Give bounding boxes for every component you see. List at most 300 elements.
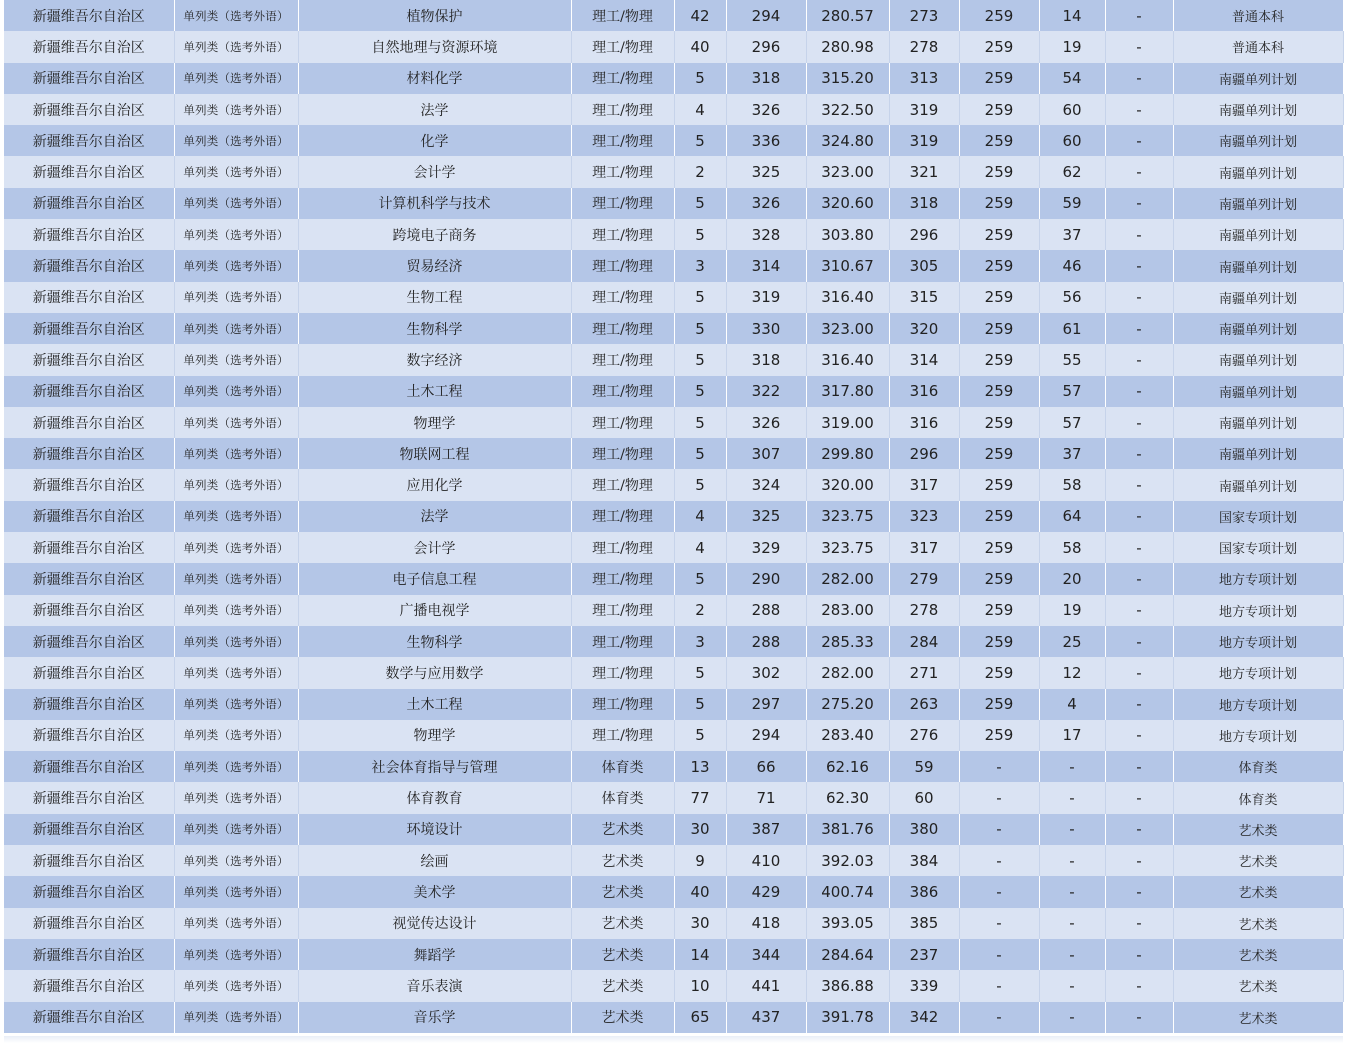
avg-score-cell: 283.40 (806, 720, 889, 751)
min-score-cell: 319 (889, 125, 959, 156)
min-score-cell: 313 (889, 63, 959, 94)
min-score-cell: 273 (889, 0, 959, 31)
major-cell: 土木工程 (298, 689, 571, 720)
score-diff-cell: 60 (1039, 125, 1105, 156)
table-row (4, 720, 1343, 751)
subject-cell: 理工/物理 (571, 469, 674, 500)
max-score-cell: 307 (726, 438, 806, 469)
province-cell: 新疆维吾尔自治区 (4, 720, 174, 751)
subject-cell: 理工/物理 (571, 94, 674, 125)
min-score-cell: 263 (889, 689, 959, 720)
category-cell: 单列类（选考外语） (174, 0, 298, 31)
rank-cell: - (1105, 532, 1173, 563)
category-cell: 单列类（选考外语） (174, 376, 298, 407)
control-line-cell: - (959, 908, 1039, 939)
control-line-cell: - (959, 782, 1039, 813)
avg-score-cell: 400.74 (806, 876, 889, 907)
major-cell: 化学 (298, 125, 571, 156)
avg-score-cell: 317.80 (806, 376, 889, 407)
score-diff-cell: - (1039, 908, 1105, 939)
subject-cell: 艺术类 (571, 845, 674, 876)
min-score-cell: 314 (889, 344, 959, 375)
province-cell: 新疆维吾尔自治区 (4, 595, 174, 626)
table-row (4, 156, 1343, 187)
control-line-cell: 259 (959, 282, 1039, 313)
province-cell: 新疆维吾尔自治区 (4, 407, 174, 438)
score-diff-cell: 14 (1039, 0, 1105, 31)
plan-type-cell: 南疆单列计划 (1173, 438, 1343, 469)
min-score-cell: 320 (889, 313, 959, 344)
avg-score-cell: 323.75 (806, 501, 889, 532)
enrollment-count-cell: 4 (674, 501, 726, 532)
province-cell: 新疆维吾尔自治区 (4, 908, 174, 939)
subject-cell: 理工/物理 (571, 282, 674, 313)
table-row (4, 657, 1343, 688)
category-cell: 单列类（选考外语） (174, 782, 298, 813)
table-row (4, 344, 1343, 375)
avg-score-cell: 280.57 (806, 0, 889, 31)
max-score-cell: 344 (726, 939, 806, 970)
score-diff-cell: - (1039, 939, 1105, 970)
table-bottom-edge (4, 1036, 1343, 1043)
plan-type-cell: 南疆单列计划 (1173, 250, 1343, 281)
score-diff-cell: 60 (1039, 94, 1105, 125)
max-score-cell: 318 (726, 344, 806, 375)
table-row (4, 31, 1343, 62)
subject-cell: 艺术类 (571, 1002, 674, 1033)
rank-cell: - (1105, 1002, 1173, 1033)
avg-score-cell: 275.20 (806, 689, 889, 720)
province-cell: 新疆维吾尔自治区 (4, 939, 174, 970)
control-line-cell: - (959, 876, 1039, 907)
province-cell: 新疆维吾尔自治区 (4, 219, 174, 250)
avg-score-cell: 280.98 (806, 31, 889, 62)
min-score-cell: 237 (889, 939, 959, 970)
major-cell: 应用化学 (298, 469, 571, 500)
min-score-cell: 339 (889, 970, 959, 1001)
enrollment-count-cell: 5 (674, 344, 726, 375)
enrollment-count-cell: 5 (674, 689, 726, 720)
rank-cell: - (1105, 313, 1173, 344)
max-score-cell: 441 (726, 970, 806, 1001)
max-score-cell: 410 (726, 845, 806, 876)
max-score-cell: 329 (726, 532, 806, 563)
table-row (4, 407, 1343, 438)
major-cell: 社会体育指导与管理 (298, 751, 571, 782)
plan-type-cell: 地方专项计划 (1173, 595, 1343, 626)
score-diff-cell: 12 (1039, 657, 1105, 688)
score-diff-cell: - (1039, 970, 1105, 1001)
enrollment-count-cell: 2 (674, 595, 726, 626)
subject-cell: 理工/物理 (571, 125, 674, 156)
major-cell: 植物保护 (298, 0, 571, 31)
major-cell: 体育教育 (298, 782, 571, 813)
category-cell: 单列类（选考外语） (174, 31, 298, 62)
province-cell: 新疆维吾尔自治区 (4, 689, 174, 720)
avg-score-cell: 320.60 (806, 188, 889, 219)
rank-cell: - (1105, 250, 1173, 281)
subject-cell: 理工/物理 (571, 720, 674, 751)
major-cell: 音乐学 (298, 1002, 571, 1033)
table-row (4, 908, 1343, 939)
avg-score-cell: 323.75 (806, 532, 889, 563)
enrollment-count-cell: 77 (674, 782, 726, 813)
province-cell: 新疆维吾尔自治区 (4, 250, 174, 281)
category-cell: 单列类（选考外语） (174, 63, 298, 94)
category-cell: 单列类（选考外语） (174, 970, 298, 1001)
control-line-cell: 259 (959, 657, 1039, 688)
subject-cell: 理工/物理 (571, 501, 674, 532)
max-score-cell: 297 (726, 689, 806, 720)
rank-cell: - (1105, 939, 1173, 970)
score-diff-cell: 55 (1039, 344, 1105, 375)
score-diff-cell: 59 (1039, 188, 1105, 219)
max-score-cell: 294 (726, 720, 806, 751)
major-cell: 电子信息工程 (298, 563, 571, 594)
enrollment-count-cell: 30 (674, 814, 726, 845)
avg-score-cell: 393.05 (806, 908, 889, 939)
control-line-cell: 259 (959, 563, 1039, 594)
table-row (4, 94, 1343, 125)
min-score-cell: 315 (889, 282, 959, 313)
rank-cell: - (1105, 188, 1173, 219)
max-score-cell: 325 (726, 156, 806, 187)
province-cell: 新疆维吾尔自治区 (4, 876, 174, 907)
enrollment-count-cell: 5 (674, 657, 726, 688)
plan-type-cell: 艺术类 (1173, 939, 1343, 970)
enrollment-count-cell: 5 (674, 125, 726, 156)
plan-type-cell: 艺术类 (1173, 845, 1343, 876)
rank-cell: - (1105, 438, 1173, 469)
subject-cell: 艺术类 (571, 908, 674, 939)
max-score-cell: 330 (726, 313, 806, 344)
rank-cell: - (1105, 689, 1173, 720)
plan-type-cell: 南疆单列计划 (1173, 188, 1343, 219)
min-score-cell: 60 (889, 782, 959, 813)
plan-type-cell: 艺术类 (1173, 970, 1343, 1001)
plan-type-cell: 南疆单列计划 (1173, 94, 1343, 125)
table-row (4, 125, 1343, 156)
plan-type-cell: 艺术类 (1173, 1002, 1343, 1033)
avg-score-cell: 285.33 (806, 626, 889, 657)
plan-type-cell: 南疆单列计划 (1173, 344, 1343, 375)
enrollment-count-cell: 5 (674, 438, 726, 469)
max-score-cell: 288 (726, 595, 806, 626)
major-cell: 材料化学 (298, 63, 571, 94)
plan-type-cell: 艺术类 (1173, 876, 1343, 907)
category-cell: 单列类（选考外语） (174, 344, 298, 375)
major-cell: 舞蹈学 (298, 939, 571, 970)
province-cell: 新疆维吾尔自治区 (4, 1002, 174, 1033)
table-row (4, 438, 1343, 469)
avg-score-cell: 316.40 (806, 282, 889, 313)
rank-cell: - (1105, 125, 1173, 156)
table-row (4, 1002, 1343, 1033)
max-score-cell: 437 (726, 1002, 806, 1033)
enrollment-count-cell: 10 (674, 970, 726, 1001)
max-score-cell: 314 (726, 250, 806, 281)
enrollment-count-cell: 5 (674, 219, 726, 250)
enrollment-count-cell: 40 (674, 876, 726, 907)
avg-score-cell: 319.00 (806, 407, 889, 438)
min-score-cell: 271 (889, 657, 959, 688)
subject-cell: 理工/物理 (571, 532, 674, 563)
table-row (4, 313, 1343, 344)
max-score-cell: 326 (726, 188, 806, 219)
avg-score-cell: 323.00 (806, 313, 889, 344)
avg-score-cell: 320.00 (806, 469, 889, 500)
avg-score-cell: 392.03 (806, 845, 889, 876)
subject-cell: 理工/物理 (571, 313, 674, 344)
control-line-cell: - (959, 845, 1039, 876)
control-line-cell: 259 (959, 219, 1039, 250)
score-diff-cell: 57 (1039, 376, 1105, 407)
plan-type-cell: 地方专项计划 (1173, 720, 1343, 751)
plan-type-cell: 南疆单列计划 (1173, 125, 1343, 156)
major-cell: 物理学 (298, 407, 571, 438)
min-score-cell: 323 (889, 501, 959, 532)
rank-cell: - (1105, 94, 1173, 125)
max-score-cell: 328 (726, 219, 806, 250)
plan-type-cell: 艺术类 (1173, 814, 1343, 845)
score-diff-cell: 25 (1039, 626, 1105, 657)
avg-score-cell: 386.88 (806, 970, 889, 1001)
control-line-cell: 259 (959, 0, 1039, 31)
table-row (4, 626, 1343, 657)
min-score-cell: 384 (889, 845, 959, 876)
enrollment-count-cell: 5 (674, 469, 726, 500)
table-row (4, 689, 1343, 720)
control-line-cell: 259 (959, 720, 1039, 751)
enrollment-count-cell: 5 (674, 563, 726, 594)
subject-cell: 理工/物理 (571, 188, 674, 219)
enrollment-count-cell: 14 (674, 939, 726, 970)
subject-cell: 理工/物理 (571, 63, 674, 94)
province-cell: 新疆维吾尔自治区 (4, 751, 174, 782)
subject-cell: 理工/物理 (571, 219, 674, 250)
subject-cell: 体育类 (571, 751, 674, 782)
enrollment-count-cell: 42 (674, 0, 726, 31)
category-cell: 单列类（选考外语） (174, 438, 298, 469)
rank-cell: - (1105, 595, 1173, 626)
max-score-cell: 418 (726, 908, 806, 939)
category-cell: 单列类（选考外语） (174, 908, 298, 939)
table-row (4, 250, 1343, 281)
province-cell: 新疆维吾尔自治区 (4, 282, 174, 313)
enrollment-count-cell: 5 (674, 282, 726, 313)
enrollment-count-cell: 40 (674, 31, 726, 62)
min-score-cell: 321 (889, 156, 959, 187)
enrollment-count-cell: 9 (674, 845, 726, 876)
min-score-cell: 317 (889, 469, 959, 500)
control-line-cell: 259 (959, 469, 1039, 500)
table-row (4, 376, 1343, 407)
table-row (4, 563, 1343, 594)
max-score-cell: 319 (726, 282, 806, 313)
enrollment-count-cell: 30 (674, 908, 726, 939)
max-score-cell: 302 (726, 657, 806, 688)
rank-cell: - (1105, 782, 1173, 813)
plan-type-cell: 南疆单列计划 (1173, 407, 1343, 438)
min-score-cell: 319 (889, 94, 959, 125)
control-line-cell: - (959, 939, 1039, 970)
min-score-cell: 278 (889, 595, 959, 626)
category-cell: 单列类（选考外语） (174, 563, 298, 594)
category-cell: 单列类（选考外语） (174, 407, 298, 438)
category-cell: 单列类（选考外语） (174, 188, 298, 219)
score-diff-cell: 46 (1039, 250, 1105, 281)
min-score-cell: 386 (889, 876, 959, 907)
plan-type-cell: 地方专项计划 (1173, 626, 1343, 657)
max-score-cell: 71 (726, 782, 806, 813)
max-score-cell: 288 (726, 626, 806, 657)
major-cell: 自然地理与资源环境 (298, 31, 571, 62)
min-score-cell: 380 (889, 814, 959, 845)
score-diff-cell: - (1039, 876, 1105, 907)
major-cell: 生物科学 (298, 626, 571, 657)
category-cell: 单列类（选考外语） (174, 501, 298, 532)
major-cell: 数字经济 (298, 344, 571, 375)
plan-type-cell: 体育类 (1173, 751, 1343, 782)
admission-scores-table-container (4, 0, 1343, 1033)
enrollment-count-cell: 3 (674, 626, 726, 657)
province-cell: 新疆维吾尔自治区 (4, 0, 174, 31)
subject-cell: 理工/物理 (571, 31, 674, 62)
score-diff-cell: - (1039, 814, 1105, 845)
rank-cell: - (1105, 0, 1173, 31)
max-score-cell: 324 (726, 469, 806, 500)
max-score-cell: 318 (726, 63, 806, 94)
table-row (4, 751, 1343, 782)
control-line-cell: 259 (959, 407, 1039, 438)
plan-type-cell: 普通本科 (1173, 0, 1343, 31)
avg-score-cell: 303.80 (806, 219, 889, 250)
province-cell: 新疆维吾尔自治区 (4, 376, 174, 407)
plan-type-cell: 地方专项计划 (1173, 657, 1343, 688)
control-line-cell: - (959, 814, 1039, 845)
rank-cell: - (1105, 376, 1173, 407)
avg-score-cell: 282.00 (806, 657, 889, 688)
admission-scores-table (4, 0, 1344, 1033)
rank-cell: - (1105, 720, 1173, 751)
subject-cell: 体育类 (571, 782, 674, 813)
avg-score-cell: 381.76 (806, 814, 889, 845)
category-cell: 单列类（选考外语） (174, 720, 298, 751)
plan-type-cell: 艺术类 (1173, 908, 1343, 939)
province-cell: 新疆维吾尔自治区 (4, 782, 174, 813)
plan-type-cell: 地方专项计划 (1173, 689, 1343, 720)
major-cell: 法学 (298, 501, 571, 532)
province-cell: 新疆维吾尔自治区 (4, 125, 174, 156)
table-row (4, 876, 1343, 907)
category-cell: 单列类（选考外语） (174, 814, 298, 845)
rank-cell: - (1105, 626, 1173, 657)
rank-cell: - (1105, 908, 1173, 939)
category-cell: 单列类（选考外语） (174, 125, 298, 156)
plan-type-cell: 地方专项计划 (1173, 563, 1343, 594)
control-line-cell: - (959, 970, 1039, 1001)
major-cell: 土木工程 (298, 376, 571, 407)
score-diff-cell: 61 (1039, 313, 1105, 344)
enrollment-count-cell: 5 (674, 720, 726, 751)
rank-cell: - (1105, 156, 1173, 187)
control-line-cell: - (959, 751, 1039, 782)
score-diff-cell: - (1039, 782, 1105, 813)
category-cell: 单列类（选考外语） (174, 939, 298, 970)
province-cell: 新疆维吾尔自治区 (4, 563, 174, 594)
enrollment-count-cell: 5 (674, 376, 726, 407)
control-line-cell: 259 (959, 188, 1039, 219)
table-row (4, 188, 1343, 219)
enrollment-count-cell: 13 (674, 751, 726, 782)
max-score-cell: 322 (726, 376, 806, 407)
subject-cell: 理工/物理 (571, 438, 674, 469)
major-cell: 生物科学 (298, 313, 571, 344)
subject-cell: 理工/物理 (571, 407, 674, 438)
category-cell: 单列类（选考外语） (174, 219, 298, 250)
score-diff-cell: 20 (1039, 563, 1105, 594)
province-cell: 新疆维吾尔自治区 (4, 188, 174, 219)
min-score-cell: 385 (889, 908, 959, 939)
category-cell: 单列类（选考外语） (174, 751, 298, 782)
category-cell: 单列类（选考外语） (174, 313, 298, 344)
major-cell: 数学与应用数学 (298, 657, 571, 688)
table-row (4, 469, 1343, 500)
avg-score-cell: 316.40 (806, 344, 889, 375)
max-score-cell: 294 (726, 0, 806, 31)
control-line-cell: 259 (959, 313, 1039, 344)
major-cell: 会计学 (298, 532, 571, 563)
rank-cell: - (1105, 63, 1173, 94)
max-score-cell: 326 (726, 94, 806, 125)
min-score-cell: 316 (889, 407, 959, 438)
plan-type-cell: 南疆单列计划 (1173, 313, 1343, 344)
control-line-cell: - (959, 1002, 1039, 1033)
min-score-cell: 279 (889, 563, 959, 594)
province-cell: 新疆维吾尔自治区 (4, 344, 174, 375)
province-cell: 新疆维吾尔自治区 (4, 970, 174, 1001)
rank-cell: - (1105, 282, 1173, 313)
score-diff-cell: 58 (1039, 469, 1105, 500)
rank-cell: - (1105, 876, 1173, 907)
max-score-cell: 290 (726, 563, 806, 594)
province-cell: 新疆维吾尔自治区 (4, 31, 174, 62)
avg-score-cell: 391.78 (806, 1002, 889, 1033)
control-line-cell: 259 (959, 376, 1039, 407)
control-line-cell: 259 (959, 63, 1039, 94)
table-row (4, 782, 1343, 813)
min-score-cell: 305 (889, 250, 959, 281)
avg-score-cell: 62.30 (806, 782, 889, 813)
control-line-cell: 259 (959, 94, 1039, 125)
rank-cell: - (1105, 469, 1173, 500)
score-diff-cell: 19 (1039, 595, 1105, 626)
subject-cell: 理工/物理 (571, 626, 674, 657)
avg-score-cell: 62.16 (806, 751, 889, 782)
subject-cell: 理工/物理 (571, 376, 674, 407)
major-cell: 跨境电子商务 (298, 219, 571, 250)
avg-score-cell: 322.50 (806, 94, 889, 125)
avg-score-cell: 282.00 (806, 563, 889, 594)
table-row (4, 501, 1343, 532)
table-body (4, 0, 1343, 1033)
max-score-cell: 387 (726, 814, 806, 845)
avg-score-cell: 283.00 (806, 595, 889, 626)
rank-cell: - (1105, 751, 1173, 782)
subject-cell: 艺术类 (571, 939, 674, 970)
category-cell: 单列类（选考外语） (174, 595, 298, 626)
plan-type-cell: 体育类 (1173, 782, 1343, 813)
